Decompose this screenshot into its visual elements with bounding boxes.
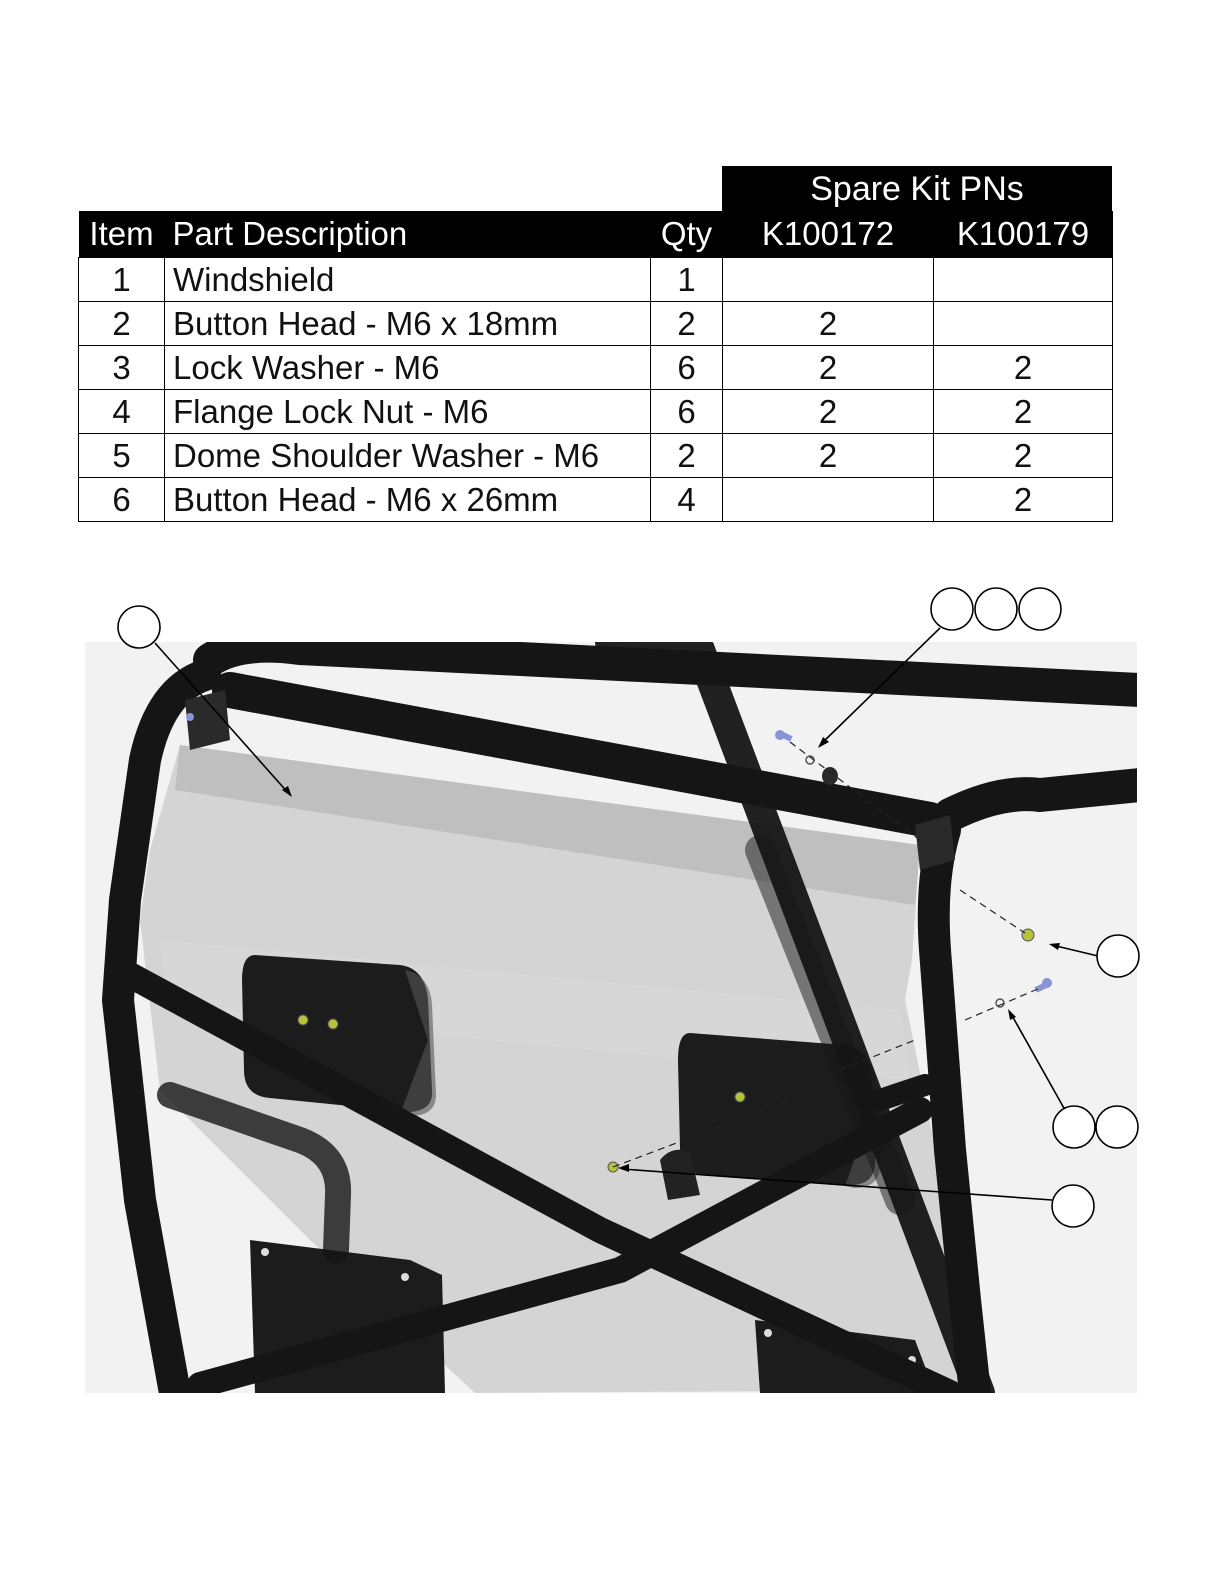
col-header-item: Item bbox=[79, 211, 165, 258]
cell-description: Windshield bbox=[165, 258, 651, 302]
cell-item: 6 bbox=[79, 478, 165, 522]
cell-item: 5 bbox=[79, 434, 165, 478]
hardware-top-callout-b bbox=[975, 588, 1017, 630]
cell-kit-a: 2 bbox=[723, 346, 934, 390]
spare-kit-header: Spare Kit PNs bbox=[722, 166, 1112, 212]
cell-qty: 6 bbox=[651, 390, 723, 434]
hardware-lower-callout-b bbox=[1096, 1106, 1138, 1148]
hardware-lower-callout-a bbox=[1053, 1106, 1095, 1148]
cage-right-brace bbox=[880, 1085, 925, 1100]
nut-right-callout bbox=[1097, 935, 1139, 977]
hardware-top-callout-a bbox=[931, 588, 973, 630]
cell-description: Lock Washer - M6 bbox=[165, 346, 651, 390]
col-header-kit-a: K100172 bbox=[723, 211, 934, 258]
cell-qty: 1 bbox=[651, 258, 723, 302]
nut-lower-callout bbox=[1052, 1185, 1094, 1227]
cell-kit-a: 2 bbox=[723, 390, 934, 434]
flange-nut-icon bbox=[1022, 929, 1034, 941]
cell-item: 3 bbox=[79, 346, 165, 390]
cell-kit-b: 2 bbox=[934, 478, 1113, 522]
cell-item: 2 bbox=[79, 302, 165, 346]
cell-description: Button Head - M6 x 26mm bbox=[165, 478, 651, 522]
flange-nut-icon bbox=[735, 1092, 745, 1102]
cell-kit-a: 2 bbox=[723, 434, 934, 478]
cell-qty: 6 bbox=[651, 346, 723, 390]
flange-nut-icon bbox=[328, 1019, 338, 1029]
cell-kit-b: 2 bbox=[934, 390, 1113, 434]
col-header-qty: Qty bbox=[651, 211, 723, 258]
cell-kit-b: 2 bbox=[934, 346, 1113, 390]
mount-hole-icon bbox=[401, 1273, 409, 1281]
cell-kit-b: 2 bbox=[934, 434, 1113, 478]
dome-washer-icon bbox=[822, 767, 838, 785]
cell-description: Button Head - M6 x 18mm bbox=[165, 302, 651, 346]
cell-qty: 2 bbox=[651, 302, 723, 346]
windshield-callout bbox=[118, 606, 160, 648]
cell-description: Dome Shoulder Washer - M6 bbox=[165, 434, 651, 478]
col-header-kit-b: K100179 bbox=[934, 211, 1113, 258]
bolt-icon bbox=[186, 713, 194, 721]
cell-kit-a: 2 bbox=[723, 302, 934, 346]
cell-item: 1 bbox=[79, 258, 165, 302]
cell-qty: 2 bbox=[651, 434, 723, 478]
mount-hole-icon bbox=[764, 1329, 772, 1337]
cell-item: 4 bbox=[79, 390, 165, 434]
hardware-top-callout-c bbox=[1019, 588, 1061, 630]
cell-qty: 4 bbox=[651, 478, 723, 522]
mount-hole-icon bbox=[261, 1248, 269, 1256]
flange-nut-icon bbox=[298, 1015, 308, 1025]
col-header-description: Part Description bbox=[165, 211, 651, 258]
cell-description: Flange Lock Nut - M6 bbox=[165, 390, 651, 434]
